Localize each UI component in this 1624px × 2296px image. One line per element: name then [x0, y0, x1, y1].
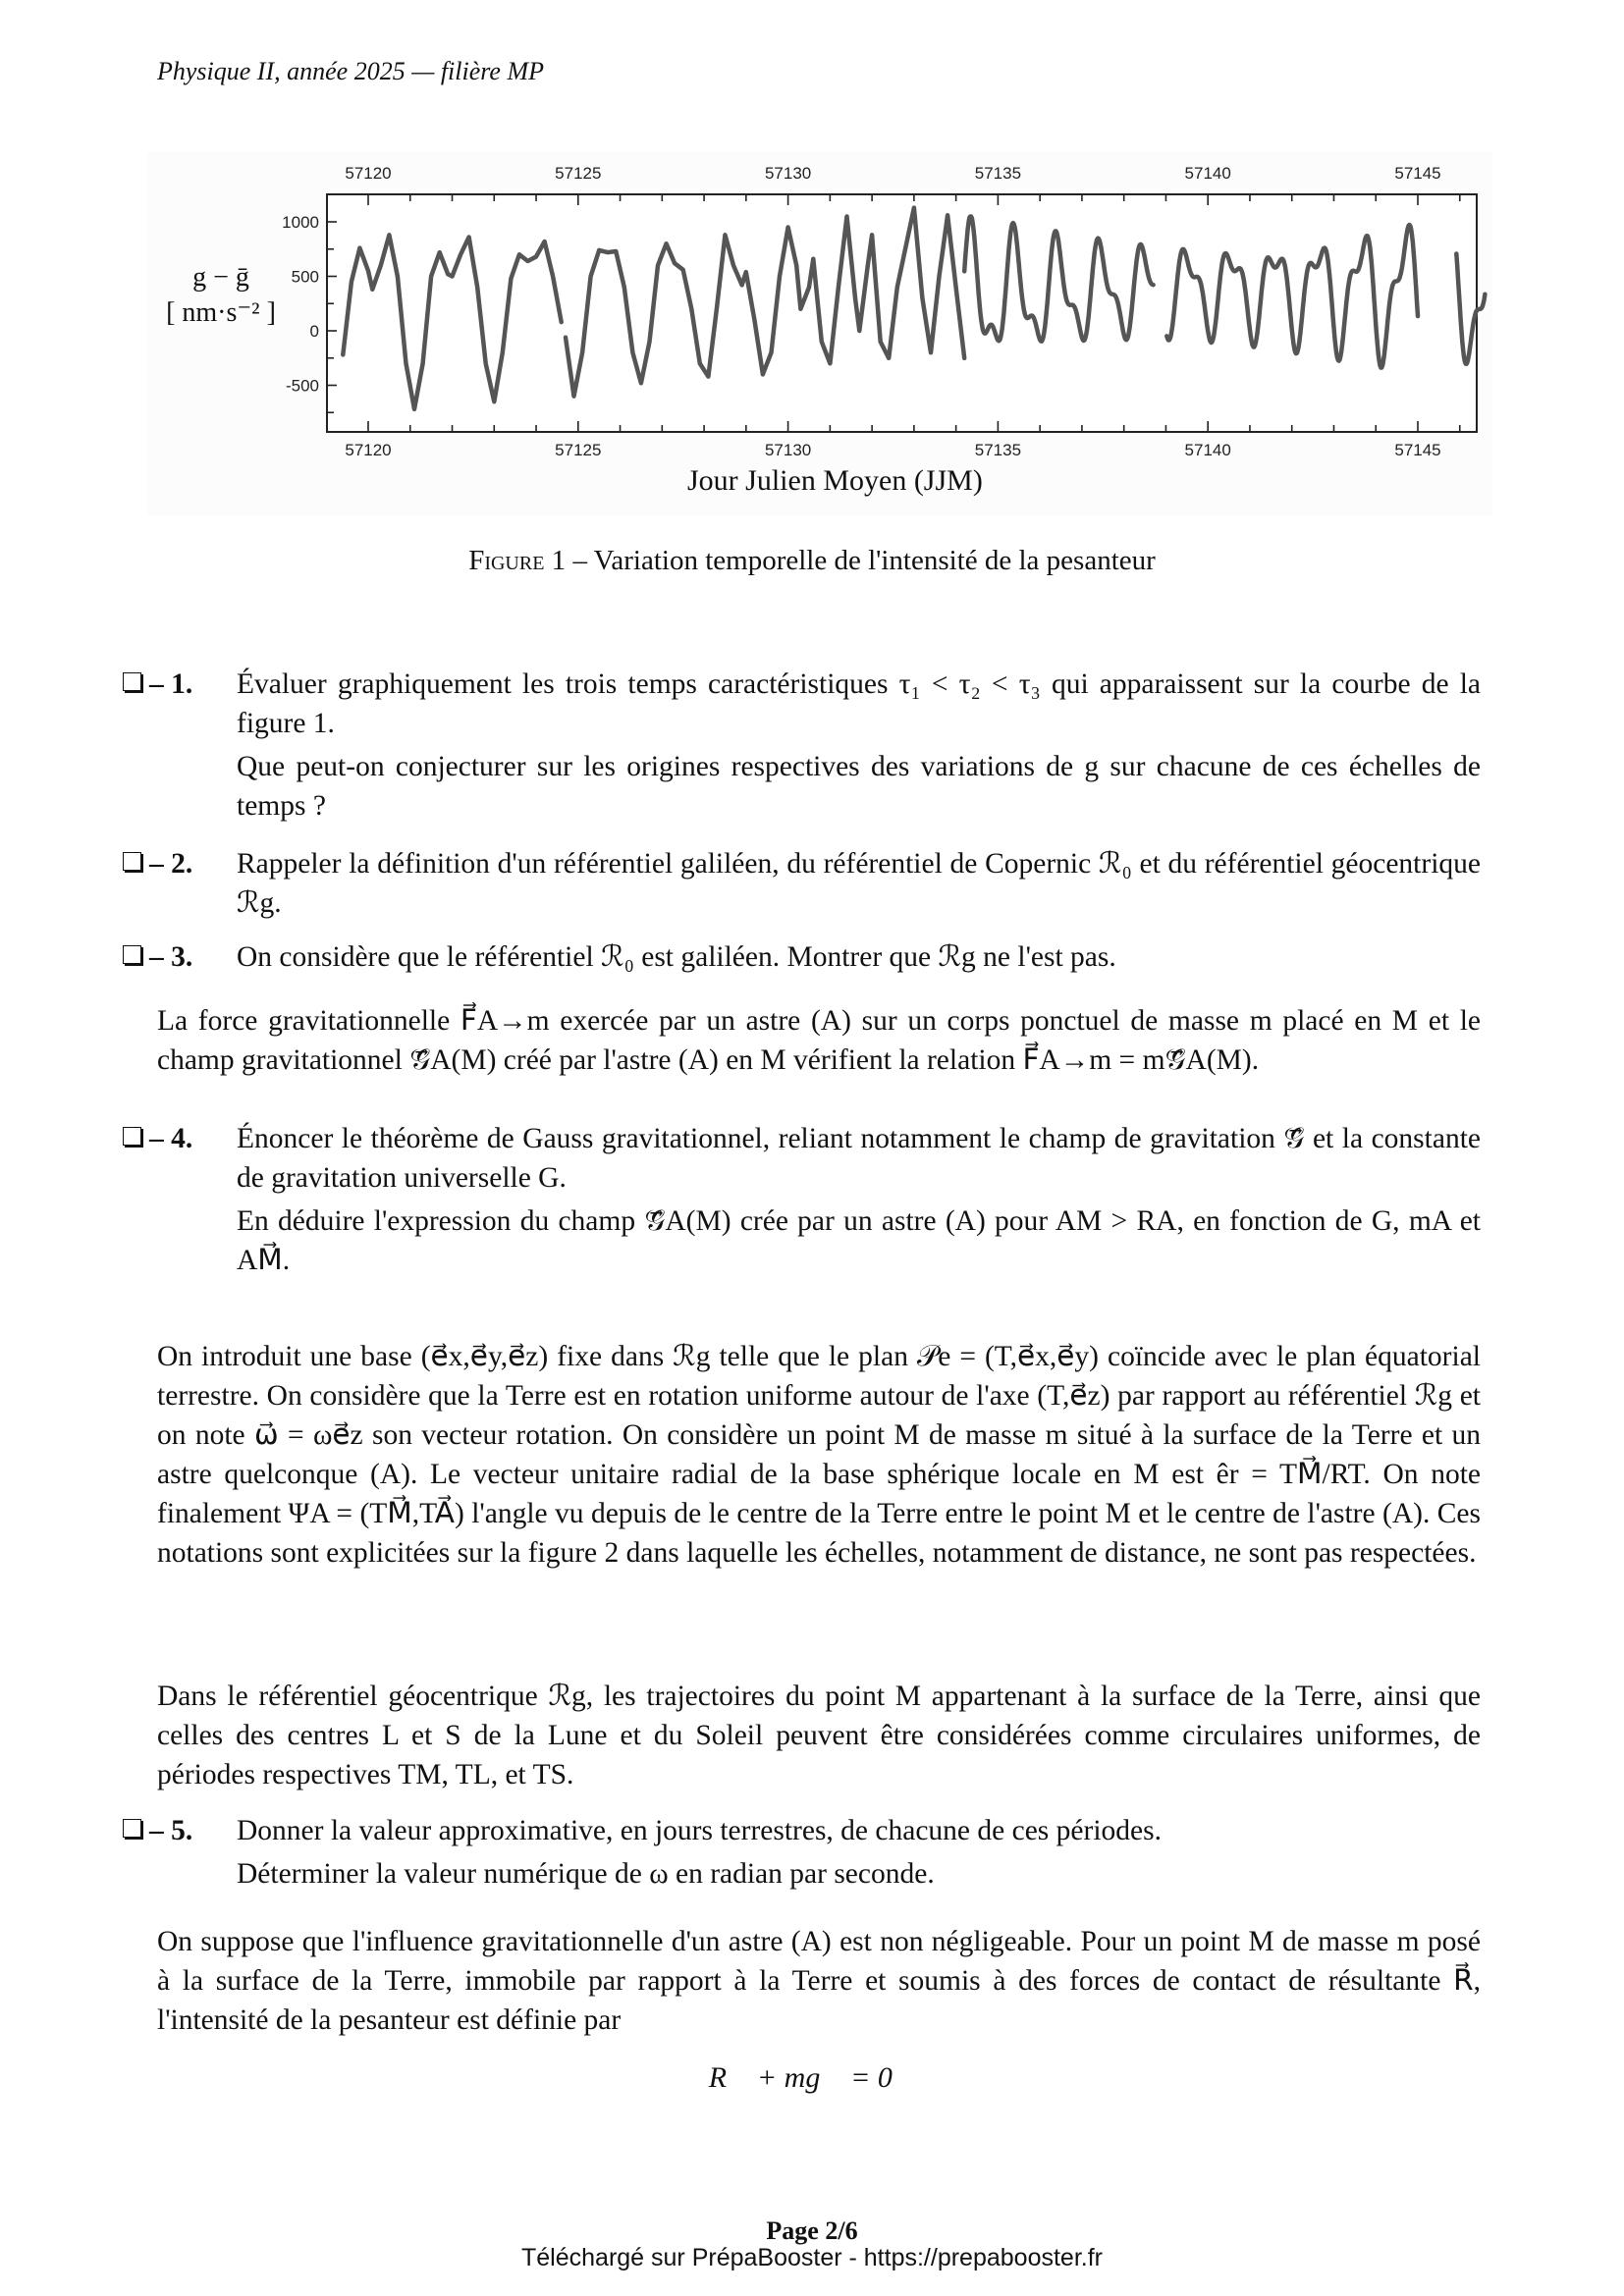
question-text: Déterminer la valeur numérique de ω en radian par seconde. [237, 1858, 935, 1890]
question-number-label: – 5. [149, 1815, 193, 1846]
question-text: Énoncer le théorème de Gauss gravitationnel, reliant notamment le champ de gravitation 𝒢⃗ et la constante de gravitation universelle G. [237, 1123, 1481, 1194]
question-4 [123, 1119, 1481, 1282]
checkbox-icon [123, 672, 141, 691]
question-text: Donner la valeur approximative, en jours terrestres, de chacune de ces périodes. [237, 1815, 1162, 1846]
x-tick-label-top: 57130 [764, 164, 812, 183]
running-title: Physique II, année 2025 — filière MP [157, 57, 544, 85]
question-text: En déduire l'expression du champ 𝒢⃗A(M) crée par un astre (A) pour AM > RA, en fonction de G, mA et AM⃗. [237, 1205, 1481, 1276]
question-number [123, 937, 192, 977]
paragraph-text: Dans le référentiel géocentrique ℛg, les trajectoires du point M appartenant à la surface de la Terre, ainsi que celles des centres L et S de la Lune et du Soleil peuvent être considérées comme circulaires uniformes, de périodes respectives TM, TL, et TS. [157, 1681, 1481, 1790]
page-number: Page 2/6 [766, 2216, 858, 2245]
equation-pesanteur: R⃗ + mg⃗ = 0⃗ [708, 2061, 916, 2094]
x-tick-label-top: 57145 [1394, 164, 1441, 183]
question-1 [123, 665, 1481, 828]
checkbox-icon [123, 1127, 141, 1146]
paragraph-pesanteur [157, 1922, 1481, 2040]
chart-y-axis-label [147, 260, 295, 331]
question-number-label: – 4. [149, 1123, 193, 1154]
question-5 [123, 1811, 1481, 1896]
x-tick-label-bottom: 57120 [345, 441, 392, 459]
question-2 [123, 844, 1481, 925]
x-tick-label-bottom: 57130 [764, 441, 812, 459]
figure-caption-label: Figure 1 [468, 545, 567, 576]
y-tick-label: 1000 [282, 213, 319, 232]
x-tick-label-bottom: 57135 [974, 441, 1022, 459]
question-number-label: – 1. [149, 668, 193, 700]
chart-x-axis-label: Jour Julien Moyen (JJM) [687, 464, 983, 497]
question-text: Rappeler la définition d'un référentiel galiléen, du référentiel de Copernic ℛ₀ et du référentiel géocentrique ℛg. [237, 848, 1481, 919]
question-text: On considère que le référentiel ℛ₀ est galiléen. Montrer que ℛg ne l'est pas. [237, 941, 1116, 973]
x-tick-label-top: 57125 [555, 164, 602, 183]
gravity-chart [147, 152, 1492, 515]
question-number [123, 1811, 192, 1850]
question-3 [123, 937, 1481, 979]
paragraph-text: On suppose que l'influence gravitationnelle d'un astre (A) est non négligeable. Pour un point M de masse m posé à la surface de la Terre, immobile par rapport à la Terre et soumis à des forces de contact de résultante R⃗, l'intensité de la pesanteur est définie par [157, 1926, 1481, 2036]
question-number-label: – 3. [149, 941, 193, 973]
x-tick-label-top: 57140 [1184, 164, 1231, 183]
question-text: Que peut-on conjecturer sur les origines respectives des variations de g sur chacune de ces échelles de temps ? [237, 751, 1481, 822]
checkbox-icon [123, 1819, 141, 1838]
x-tick-label-top: 57120 [345, 164, 392, 183]
checkbox-icon [123, 852, 141, 871]
question-number [123, 844, 192, 883]
download-notice: Téléchargé sur PrépaBooster - https://prepabooster.fr [521, 2244, 1103, 2271]
y-tick-label: 500 [291, 267, 319, 287]
question-text: Évaluer graphiquement les trois temps caractéristiques τ₁ < τ₂ < τ₃ qui apparaissent sur la courbe de la figure 1. [237, 668, 1481, 739]
paragraph-text: La force gravitationnelle F⃗A→m exercée par un astre (A) sur un corps ponctuel de masse m placé en M et le champ gravitationnel 𝒢⃗A(M) créé par l'astre (A) en M vérifient la relation F⃗A→m = m𝒢⃗A(M). [157, 1005, 1481, 1076]
y-tick-label: 0 [309, 322, 319, 341]
question-number [123, 1119, 192, 1158]
y-label-unit: [ nm·s⁻² ] [166, 297, 276, 328]
question-number-label: – 2. [149, 848, 193, 880]
paragraph-base [157, 1337, 1481, 1573]
figure-1 [147, 152, 1492, 515]
figure-caption [0, 545, 1624, 577]
paragraph-trajectoires [157, 1677, 1481, 1794]
paragraph-text: On introduit une base (e⃗x,e⃗y,e⃗z) fixe dans ℛg telle que le plan 𝒫e = (T,e⃗x,e⃗y) coïncide avec le plan équatorial terrestre. On considère que la Terre est en rotation uniforme autour de l'axe (T,e⃗z) par rapport au référentiel ℛg et on note ω⃗ = ωe⃗z son vecteur rotation. On considère un point M de masse m situé à la surface de la Terre et un astre quelconque (A). Le vecteur unitaire radial de la base sphérique locale en M est êr = TM⃗/RT. On note finalement ΨA = (TM⃗,TA⃗) l'angle vu depuis de le centre de la Terre entre le point M et le centre de l'astre (A). Ces notations sont explicitées sur la figure 2 dans laquelle les échelles, notamment de distance, ne sont pas respectées. [157, 1341, 1481, 1569]
x-tick-label-bottom: 57140 [1184, 441, 1231, 459]
x-tick-label-bottom: 57145 [1394, 441, 1441, 459]
x-tick-label-bottom: 57125 [555, 441, 602, 459]
paragraph-force [157, 1001, 1481, 1080]
checkbox-icon [123, 945, 141, 964]
x-tick-label-top: 57135 [974, 164, 1022, 183]
y-tick-label: -500 [285, 376, 319, 396]
y-label-quantity: g − ḡ [192, 262, 249, 293]
figure-caption-text: – Variation temporelle de l'intensité de la pesanteur [566, 545, 1156, 576]
question-number [123, 665, 192, 704]
